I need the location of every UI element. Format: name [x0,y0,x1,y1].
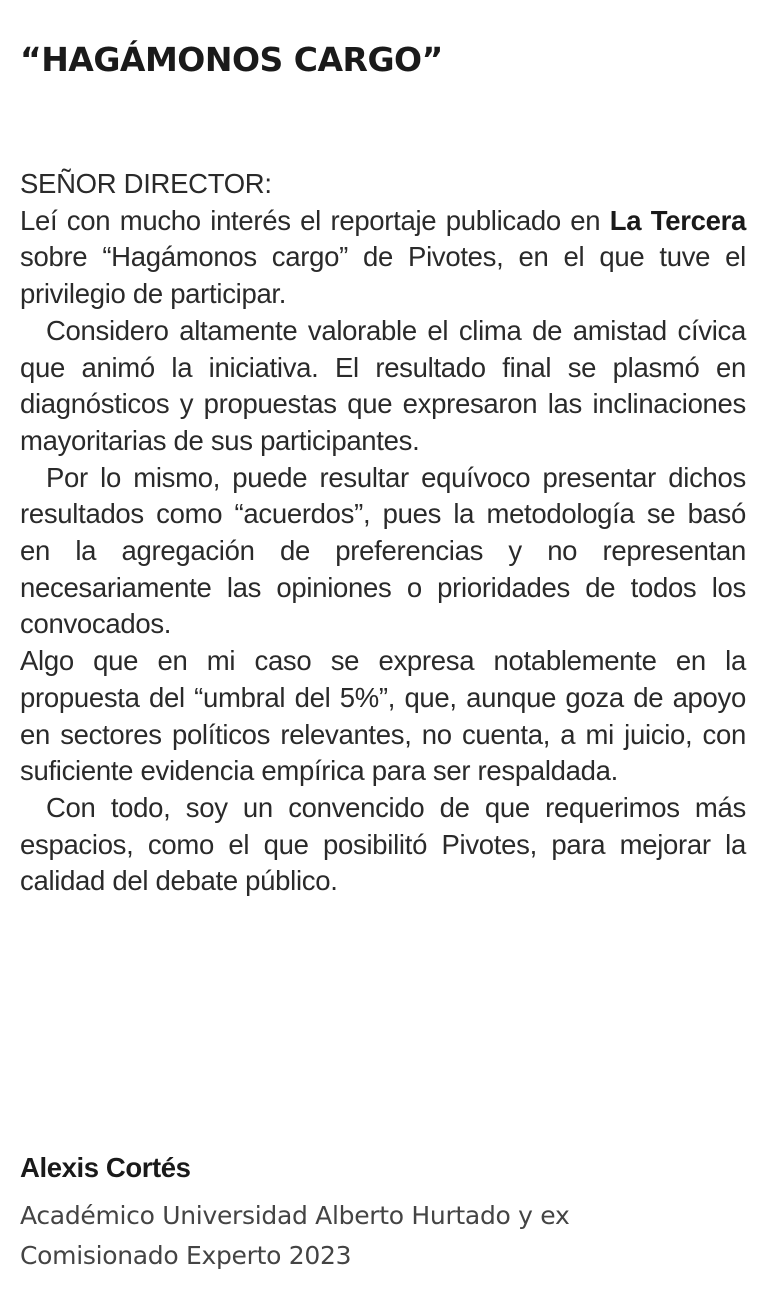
author-name: Alexis Cortés [20,1152,191,1183]
headline: “HAGÁMONOS CARGO” [20,40,443,79]
paragraph-5: Con todo, soy un convencido de que requerimos más espacios, como el que posibilitó Pivotes, para mejorar la calidad del debate público. [20,791,746,897]
paragraph-1 [20,203,746,313]
paragraph-1-before: Leí con mucho interés el reportaje publicado en [20,204,610,236]
affiliation-line-2: Comisionado Experto 2023 [20,1241,352,1270]
newspaper-name: La Tercera [609,204,746,236]
paragraph-2: Considero altamente valorable el clima de amistad cívica que animó la iniciativa. El resultado final se plasmó en diagnósticos y propuestas que expresaron las inclinaciones mayoritarias de sus participantes. [20,314,746,456]
affiliation-line-1: Académico Universidad Alberto Hurtado y ex [20,1201,570,1230]
paragraph-3: Por lo mismo, puede resultar equívoco presentar dichos resultados como “acuerdos”, pues la metodología se basó en la agregación de preferencias y no representan necesariamente las opiniones o prioridades de todos los convocados. [20,461,746,640]
salutation: SEÑOR DIRECTOR: [20,168,272,199]
paragraph-4: Algo que en mi caso se expresa notablemente en la propuesta del “umbral del 5%”, que, aunque goza de apoyo en sectores políticos relevantes, no cuenta, a mi juicio, con suficiente evidencia empírica para ser respaldada. [20,645,746,787]
author-affiliation [20,1196,750,1276]
letter-body [20,166,746,900]
paragraph-1-after: sobre “Hagámonos cargo” de Pivotes, en el que tuve el privilegio de participar. [20,241,746,310]
